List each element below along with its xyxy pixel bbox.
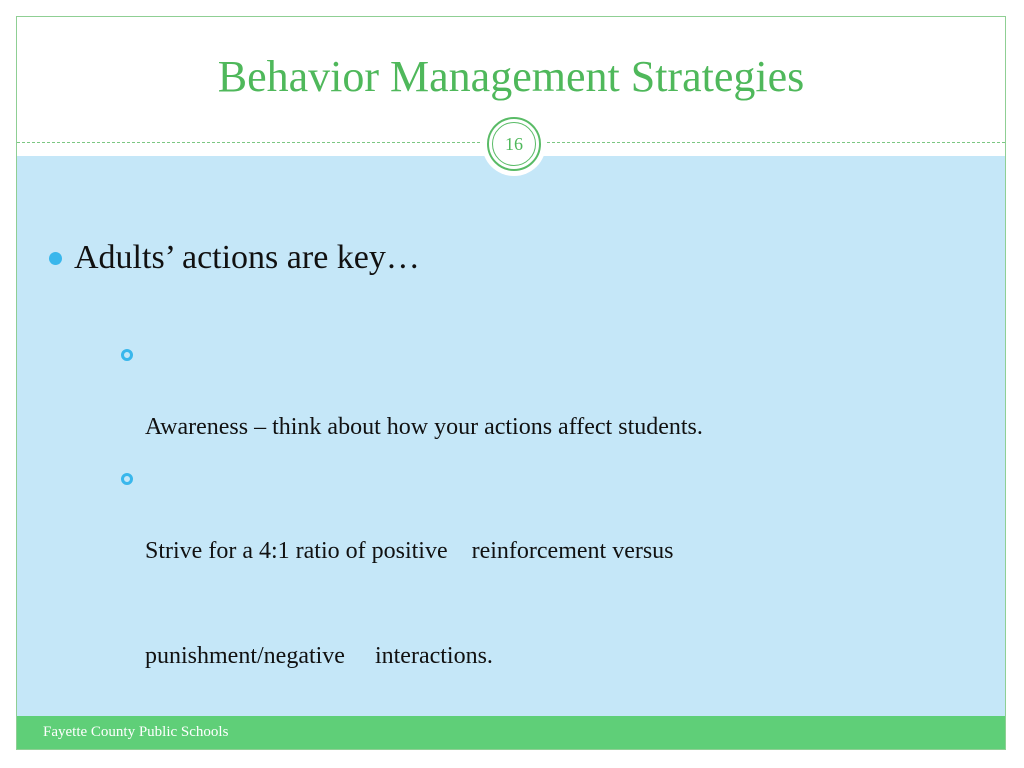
slide-number-badge [482,112,546,176]
sub-bullet-item [121,464,674,744]
sub-bullet-line: Awareness – think about how your actions affect students. [145,414,703,440]
sub-bullet-line: Strive for a 4:1 ratio of positive reinforcement versus [145,538,674,564]
footer-text: Fayette County Public Schools [43,724,229,740]
sub-bullet-line: punishment/negative interactions. [145,643,493,669]
bullet-dot-icon [49,252,62,265]
slide-title: Behavior Management Strategies [217,52,805,101]
bullet-ring-icon [121,349,133,361]
slide-number: 16 [492,122,536,166]
sub-bullet-text [145,464,674,744]
footer-bar [17,716,1005,750]
content-panel [17,156,1005,716]
slide-number-ring [487,117,541,171]
slide [16,16,1006,750]
bullet-ring-icon [121,473,133,485]
bullet-item [49,239,420,277]
bullet-text: Adults’ actions are key… [74,239,420,276]
